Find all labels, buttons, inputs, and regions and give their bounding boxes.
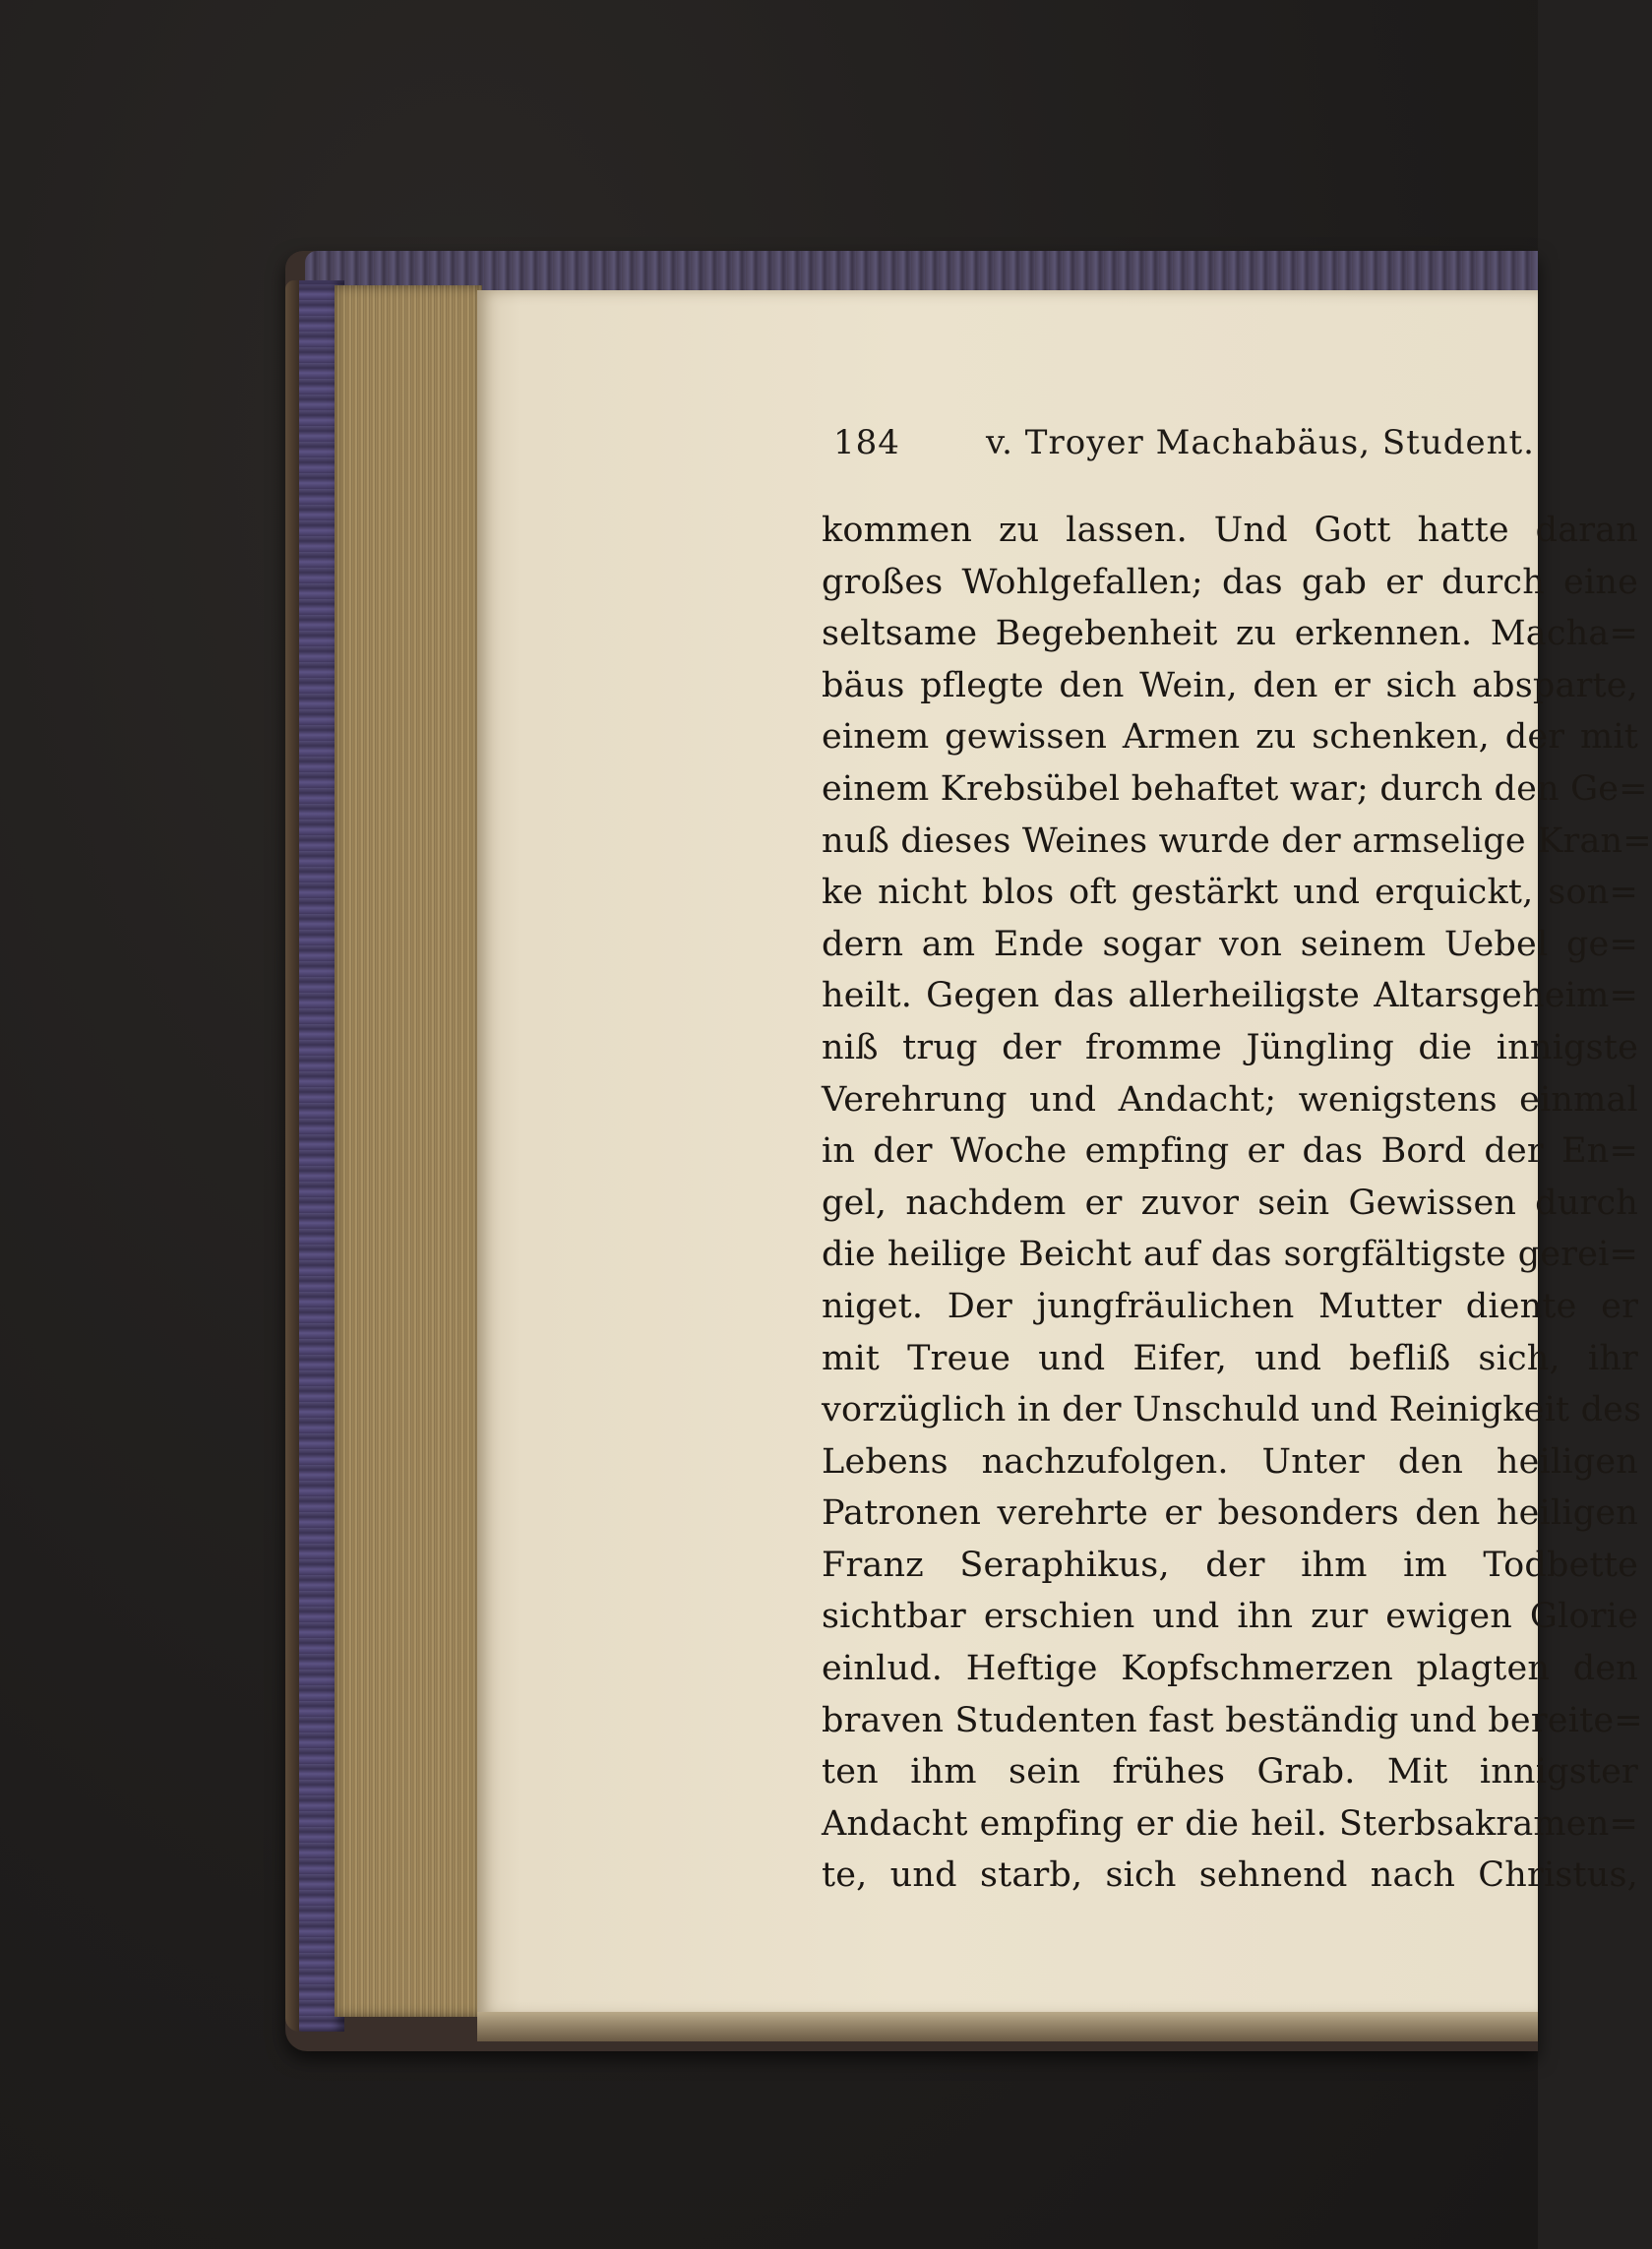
book [285,251,1652,2051]
text-line: gel, nachdem er zuvor sein Gewissen durch [822,1183,1638,1223]
text-line: niß trug der fromme Jüngling die innigste [822,1027,1638,1067]
text-line: te, und starb, sich sehnend nach Christus, [822,1855,1638,1896]
text-line: einlud. Heftige Kopfschmerzen plagten den [822,1649,1638,1689]
text-line: sichtbar erschien und ihn zur ewigen Glorie [822,1597,1638,1637]
text-line: ke nicht blos oft gestärkt und erquickt, son= [822,873,1638,913]
text-line: ten ihm sein frühes Grab. Mit innigster [822,1752,1638,1793]
page-header [833,423,1611,478]
running-head: v. Troyer Machabäus, Student. [986,423,1535,462]
text-line: großes Wohlgefallen; das gab er durch eine [822,562,1638,602]
text-line: die heilige Beicht auf das sorgfältigste gerei= [822,1235,1638,1275]
book-page [477,290,1652,2017]
text-line: mit Treue und Eifer, und befliß sich, ihr [822,1338,1638,1378]
text-line: Patronen verehrte er besonders den heiligen [822,1493,1638,1534]
page-bottom-edge [477,2012,1538,2041]
text-line: einem gewissen Armen zu schenken, der mit [822,717,1638,758]
page-edges [335,285,482,2017]
cover-top-edge [305,251,1538,290]
text-line: bäus pflegte den Wein, den er sich absparte, [822,665,1638,705]
text-line: einem Krebsübel behaftet war; durch den Ge= [822,768,1648,809]
body-text [822,505,1652,1902]
text-line: vorzüglich in der Unschuld und Reinigkeit des [822,1390,1642,1430]
text-line: Lebens nachzufolgen. Unter den heiligen [822,1441,1638,1482]
page-number: 184 [833,423,900,462]
text-line: kommen zu lassen. Und Gott hatte daran [822,511,1638,550]
text-line: seltsame Begebenheit zu erkennen. Macha= [822,614,1638,654]
text-line: braven Studenten fast beständig und bereite= [822,1700,1643,1740]
text-line: nuß dieses Weines wurde der armselige Kran= [822,821,1652,861]
text-line: heilt. Gegen das allerheiligste Altarsgeheim= [822,976,1638,1016]
text-line: Andacht empfing er die heil. Sterbsakramen= [822,1803,1638,1844]
text-line: in der Woche empfing er das Bord der En= [822,1131,1638,1172]
text-line: dern am Ende sogar von seinem Uebel ge= [822,924,1638,964]
text-line: Franz Seraphikus, der ihm im Todbette [822,1545,1638,1585]
text-line: niget. Der jungfräulichen Mutter diente er [822,1286,1638,1326]
text-line: Verehrung und Andacht; wenigstens einmal [822,1079,1638,1120]
spine-edge [285,280,299,2032]
